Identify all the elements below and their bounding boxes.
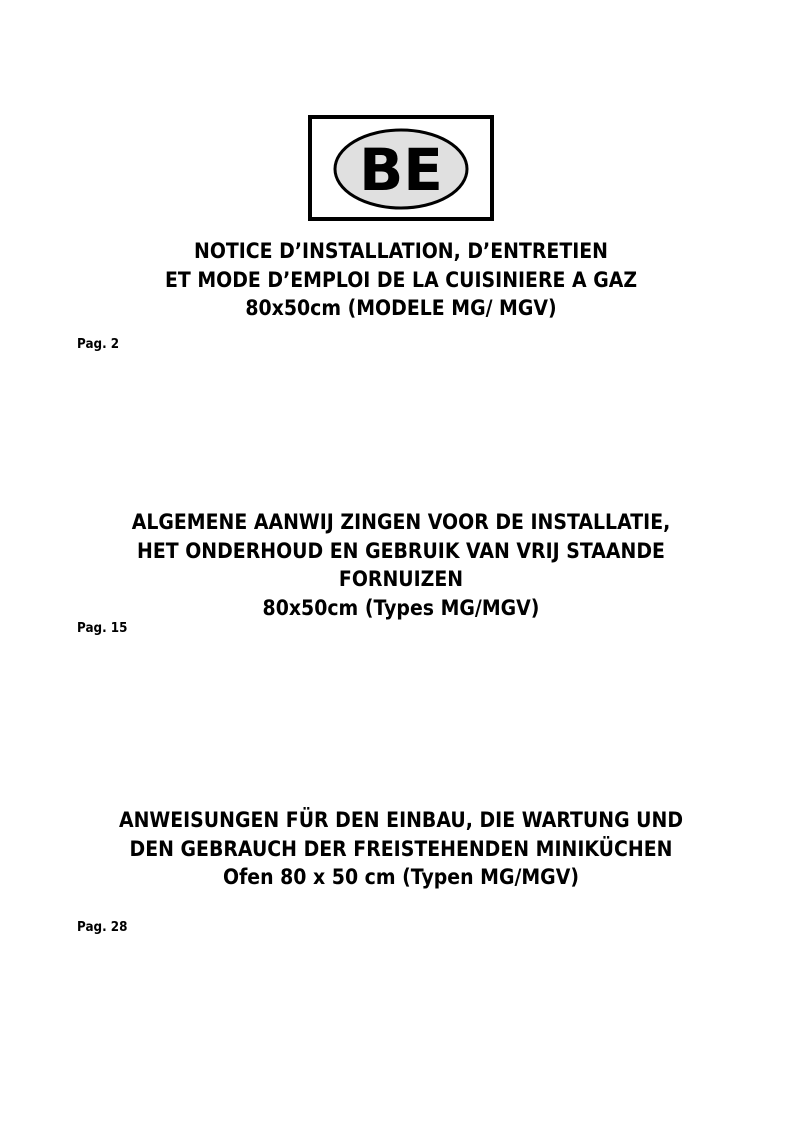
german-title-line-3: Ofen 80 x 50 cm (Typen MG/MGV) [223, 865, 579, 889]
country-code-badge [308, 115, 494, 221]
french-title-line-1: NOTICE D’INSTALLATION, D’ENTRETIEN [194, 239, 608, 263]
dutch-section-title [40, 508, 762, 622]
dutch-title-line-1: ALGEMENE AANWIJ ZINGEN VOOR DE INSTALLATIE, [131, 510, 671, 534]
dutch-title-line-3: FORNUIZEN [338, 567, 464, 591]
german-section-title [40, 806, 762, 892]
german-title-line-1: ANWEISUNGEN FÜR DEN EINBAU, DIE WARTUNG UND [118, 808, 684, 832]
dutch-page-reference: Pag. 15 [77, 621, 128, 636]
french-section-title [40, 237, 762, 323]
logo-text: BE [359, 136, 443, 204]
german-page-reference: Pag. 28 [77, 920, 128, 935]
dutch-title-line-4: 80x50cm (Types MG/MGV) [262, 595, 540, 620]
french-title-line-3: 80x50cm (MODELE MG/ MGV) [245, 296, 557, 320]
french-title-line-2: ET MODE D’EMPLOI DE LA CUISINIERE A GAZ [164, 267, 638, 292]
german-title-line-2: DEN GEBRAUCH DER FREISTEHENDEN MINIKÜCHEN [129, 836, 673, 861]
dutch-title-line-2: HET ONDERHOUD EN GEBRUIK VAN VRIJ STAANDE [137, 538, 665, 563]
be-oval-logo [312, 119, 490, 217]
french-page-reference: Pag. 2 [77, 337, 120, 352]
